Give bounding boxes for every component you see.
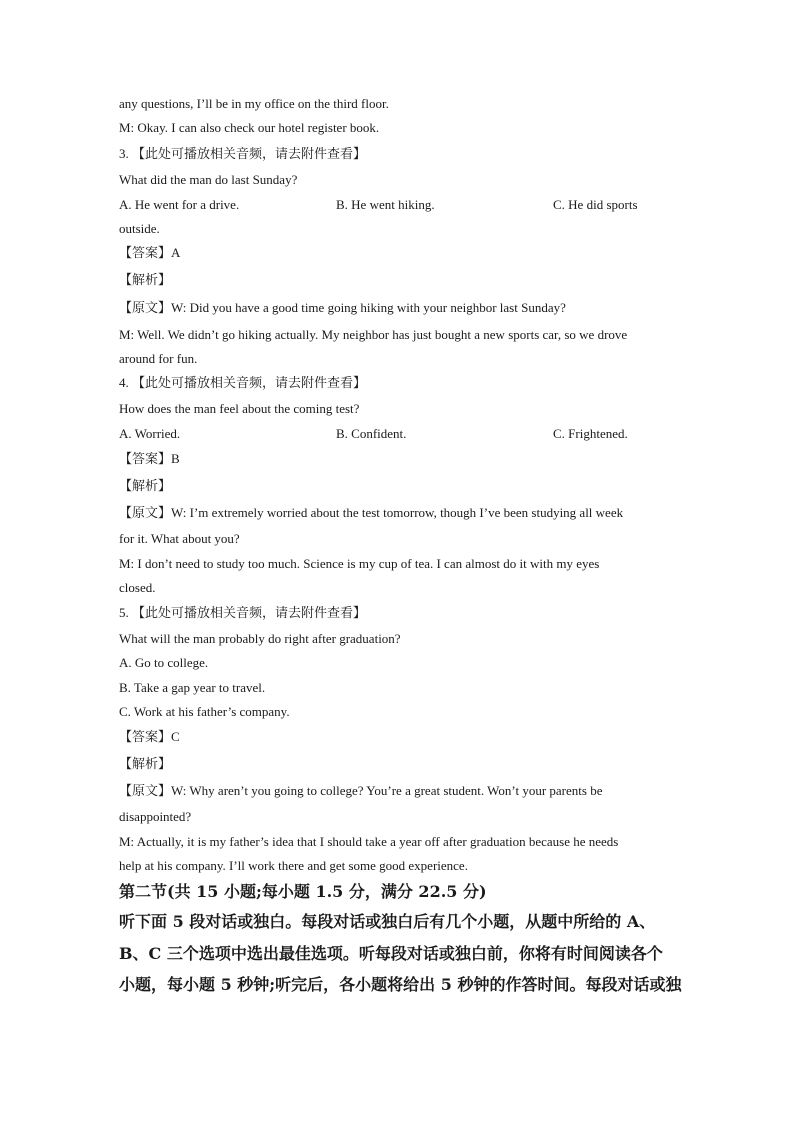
question-3-script: M: Well. We didn’t go hiking actually. My neighbor has just bought a new sports car, so we drove: [119, 327, 628, 342]
question-5-script: M: Actually, it is my father’s idea that I should take a year off after graduation because he needs: [119, 834, 619, 849]
question-4-analysis: 【解析】: [119, 478, 172, 493]
section-2-title: 第二节(共 15 小题;每小题 1.5 分，满分 22.5 分): [119, 882, 487, 901]
question-3-option-a: A. He went for a drive.: [119, 197, 240, 212]
question-5-script: disappointed?: [119, 809, 192, 824]
question-5-header: 5. 【此处可播放相关音频，请去附件查看】: [119, 605, 367, 620]
section-2-instructions: 小题，每小题 5 秒钟;听完后，各小题将给出 5 秒钟的作答时间。每段对话或独: [119, 975, 682, 994]
question-3-header: 3. 【此处可播放相关音频，请去附件查看】: [119, 146, 367, 161]
question-3-option-b: B. He went hiking.: [336, 197, 435, 212]
question-5-analysis: 【解析】: [119, 756, 172, 771]
question-4-option-a: A. Worried.: [119, 426, 181, 441]
question-3-analysis: 【解析】: [119, 272, 172, 287]
question-3-answer: 【答案】A: [119, 245, 181, 260]
question-5-option-b: B. Take a gap year to travel.: [119, 680, 266, 695]
question-3-text: What did the man do last Sunday?: [119, 172, 298, 187]
text-line: M: Okay. I can also check our hotel register book.: [119, 120, 380, 135]
question-4-option-b: B. Confident.: [336, 426, 407, 441]
question-4-option-c: C. Frightened.: [553, 426, 628, 441]
question-4-script: closed.: [119, 580, 156, 595]
question-4-script: 【原文】W: I’m extremely worried about the test tomorrow, though I’ve been studying all week: [119, 505, 624, 520]
question-5-text: What will the man probably do right after graduation?: [119, 631, 401, 646]
question-5-option-c: C. Work at his father’s company.: [119, 704, 290, 719]
section-2-instructions: B、C 三个选项中选出最佳选项。听每段对话或独白前，你将有时间阅读各个: [119, 944, 663, 963]
question-3-option-c-continued: outside.: [119, 221, 160, 236]
question-3-script: around for fun.: [119, 351, 198, 366]
question-5-answer: 【答案】C: [119, 729, 180, 744]
question-3-option-c: C. He did sports: [553, 197, 638, 212]
question-4-text: How does the man feel about the coming test?: [119, 401, 360, 416]
question-5-option-a: A. Go to college.: [119, 655, 209, 670]
question-4-script: M: I don’t need to study too much. Science is my cup of tea. I can almost do it with my eyes: [119, 556, 600, 571]
question-4-answer: 【答案】B: [119, 451, 180, 466]
question-5-script: help at his company. I’ll work there and get some good experience.: [119, 858, 468, 873]
question-3-script: 【原文】W: Did you have a good time going hiking with your neighbor last Sunday?: [119, 300, 566, 315]
question-4-header: 4. 【此处可播放相关音频，请去附件查看】: [119, 375, 367, 390]
section-2-instructions: 听下面 5 段对话或独白。每段对话或独白后有几个小题，从题中所给的 A、: [119, 912, 656, 931]
question-5-script: 【原文】W: Why aren’t you going to college? You’re a great student. Won’t your parents be: [119, 783, 603, 798]
question-4-script: for it. What about you?: [119, 531, 240, 546]
text-line: any questions, I’ll be in my office on the third floor.: [119, 96, 389, 111]
